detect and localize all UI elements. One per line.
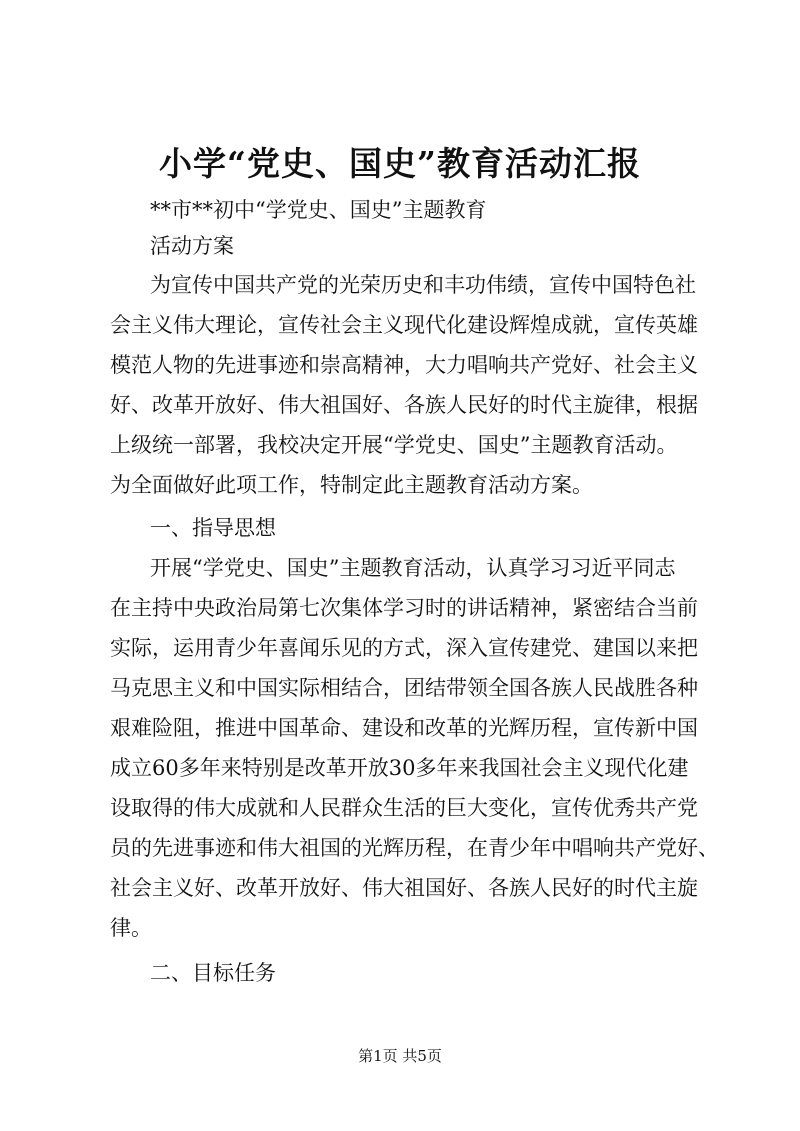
paragraph-line: 实际，运用青少年喜闻乐见的方式，深入宣传建党、建国以来把 bbox=[110, 636, 698, 660]
paragraph-line: 成立60多年来特别是改革开放30多年来我国社会主义现代化建 bbox=[110, 756, 689, 780]
paragraph-line: 员的先进事迹和伟大祖国的光辉历程，在青少年中唱响共产党好、 bbox=[110, 836, 719, 860]
paragraph-line: 模范人物的先进事迹和崇高精神，大力唱响共产党好、社会主义 bbox=[110, 353, 698, 377]
paragraph-line: 为宣传中国共产党的光荣历史和丰功伟绩，宣传中国特色社 bbox=[150, 273, 696, 297]
paragraph-line: 艰难险阻，推进中国革命、建设和改革的光辉历程，宣传新中国 bbox=[110, 716, 698, 740]
paragraph-line: 为全面做好此项工作，特制定此主题教育活动方案。 bbox=[110, 473, 593, 497]
paragraph-line: 会主义伟大理论，宣传社会主义现代化建设辉煌成就，宣传英雄 bbox=[110, 313, 698, 337]
paragraph-line: 律。 bbox=[110, 916, 152, 940]
page-footer: 第1页 共5页 bbox=[358, 1047, 442, 1065]
section-heading: 一、指导思想 bbox=[150, 516, 276, 540]
paragraph-line: 社会主义好、改革开放好、伟大祖国好、各族人民好的时代主旋 bbox=[110, 876, 698, 900]
paragraph-line: 好、改革开放好、伟大祖国好、各族人民好的时代主旋律，根据 bbox=[110, 393, 698, 417]
paragraph-line: 设取得的伟大成就和人民群众生活的巨大变化，宣传优秀共产党 bbox=[110, 796, 698, 820]
subtitle-line-2: 活动方案 bbox=[150, 234, 234, 258]
paragraph-line: 在主持中央政治局第七次集体学习时的讲话精神，紧密结合当前 bbox=[110, 596, 698, 620]
paragraph-line: 开展“学党史、国史”主题教育活动，认真学习习近平同志 bbox=[150, 556, 676, 580]
document-title: 小学“党史、国史”教育活动汇报 bbox=[159, 144, 641, 183]
paragraph-line: 上级统一部署，我校决定开展“学党史、国史”主题教育活动。 bbox=[110, 433, 678, 457]
section-heading: 二、目标任务 bbox=[150, 961, 276, 985]
paragraph-line: 马克思主义和中国实际相结合，团结带领全国各族人民战胜各种 bbox=[110, 676, 698, 700]
subtitle-line: **市**初中“学党史、国史”主题教育 bbox=[150, 198, 487, 222]
